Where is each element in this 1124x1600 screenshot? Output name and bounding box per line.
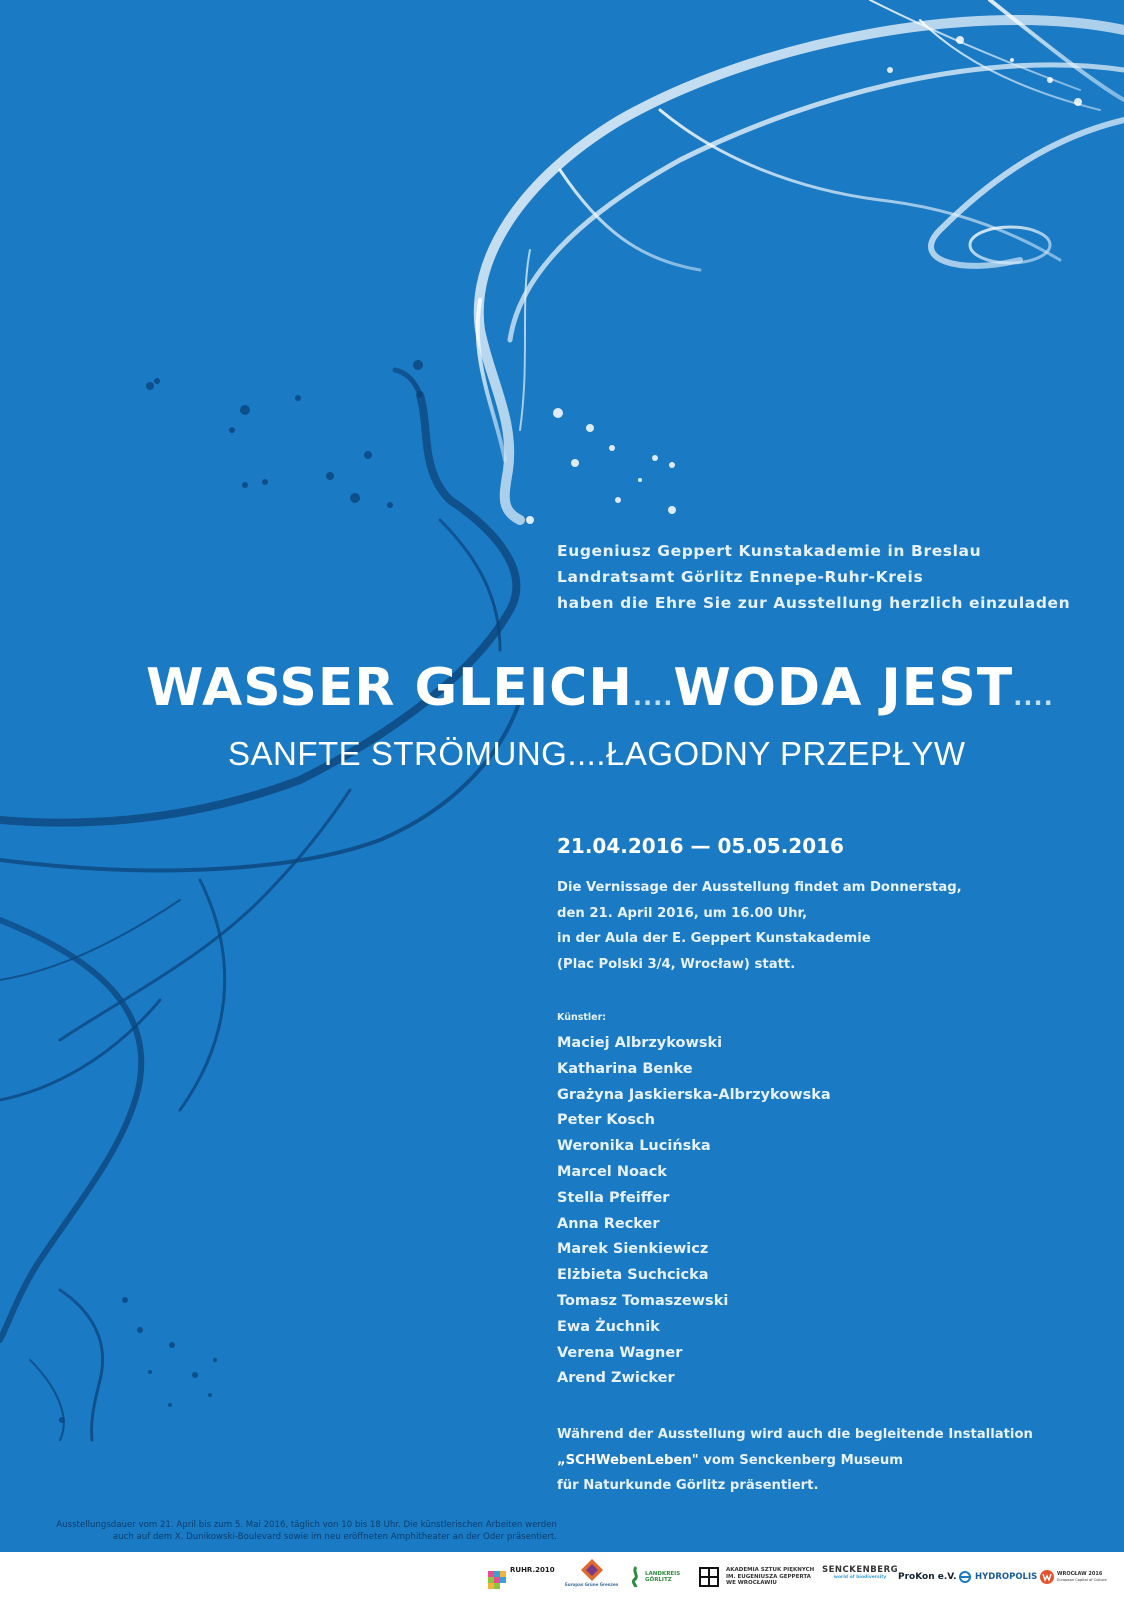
wroclaw-logo-title: WROCŁAW 2016 xyxy=(1057,1570,1103,1577)
logo-prokon xyxy=(898,1566,957,1588)
logo-europa xyxy=(565,1558,618,1598)
wroclaw-logo-icon xyxy=(1040,1570,1054,1584)
wroclaw-logo-text xyxy=(1057,1571,1107,1584)
exhibition-title xyxy=(146,658,1054,727)
logo-landkreis xyxy=(630,1566,681,1588)
duration-line: auch auf dem X. Dunikowski-Boulevard sowie im neu eröffneten Amphitheater an der Oder präsentiert. xyxy=(112,1532,557,1542)
logo-asp xyxy=(698,1566,814,1588)
dark-splash xyxy=(0,370,520,1440)
asp-logo-text xyxy=(726,1567,814,1587)
artist-name: Katharina Benke xyxy=(557,1060,693,1077)
installation-line xyxy=(557,1448,1033,1474)
dark-droplets xyxy=(59,360,423,1423)
artist-name: Marcel Noack xyxy=(557,1163,667,1180)
invitation-line: Landratsamt Görlitz Ennepe-Ruhr-Kreis xyxy=(557,568,924,586)
installation-title: „SCHWebenLeben" xyxy=(557,1452,699,1468)
vernissage-line: den 21. April 2016, um 16.00 Uhr, xyxy=(557,905,808,921)
landkreis-logo-icon xyxy=(630,1566,642,1588)
artist-name: Peter Kosch xyxy=(557,1112,655,1129)
exhibition-dates: 21.04.2016 — 05.05.2016 xyxy=(557,834,844,858)
asp-logo-icon xyxy=(698,1566,720,1588)
logo-wroclaw xyxy=(1040,1566,1107,1588)
artist-name: Grażyna Jaskierska-Albrzykowska xyxy=(557,1086,831,1103)
hydropolis-logo-icon xyxy=(958,1570,972,1584)
exhibition-subtitle: SANFTE STRÖMUNG....ŁAGODNY PRZEPŁYW xyxy=(228,735,966,772)
artist-name: Maciej Albrzykowski xyxy=(557,1035,723,1051)
ruhr-logo-text: RUHR.2010 xyxy=(510,1566,555,1574)
artist-name: Tomasz Tomaszewski xyxy=(557,1292,729,1309)
vernissage-info xyxy=(557,875,962,977)
europa-logo-icon xyxy=(580,1558,604,1582)
installation-line: für Naturkunde Görlitz präsentiert. xyxy=(557,1478,819,1494)
artist-name: Elżbieta Suchcicka xyxy=(557,1267,709,1284)
duration-note xyxy=(56,1519,557,1543)
asp-logo-line: AKADEMIA SZTUK PIĘKNYCH xyxy=(726,1567,815,1574)
artists-list xyxy=(557,1031,831,1392)
invitation-line: Eugeniusz Geppert Kunstakademie in Breslau xyxy=(557,542,982,560)
vernissage-line: (Plac Polski 3/4, Wrocław) statt. xyxy=(557,956,796,972)
prokon-logo-text: ProKon e.V. xyxy=(898,1572,957,1582)
installation-line-rest: vom Senckenberg Museum xyxy=(698,1452,904,1468)
artist-name: Weronika Lucińska xyxy=(557,1138,711,1155)
wroclaw-logo-sub: European Capital of Culture xyxy=(1057,1578,1107,1582)
artists-label: Künstler: xyxy=(557,1012,607,1023)
title-dots: .... xyxy=(632,683,674,711)
hydropolis-logo-text: HYDROPOLIS xyxy=(975,1572,1038,1582)
title-german: WASSER GLEICH xyxy=(146,658,633,718)
artist-name: Verena Wagner xyxy=(557,1344,683,1361)
artist-name: Arend Zwicker xyxy=(557,1370,675,1387)
installation-line: Während der Ausstellung wird auch die begleitende Installation xyxy=(557,1427,1033,1442)
vernissage-line: in der Aula der E. Geppert Kunstakademie xyxy=(557,931,871,947)
asp-logo-line: WE WROCŁAWIU xyxy=(726,1580,777,1587)
senckenberg-logo-text: SENCKENBERG xyxy=(822,1565,899,1575)
senckenberg-logo-sub: world of biodiversity xyxy=(833,1575,887,1580)
logo-hydropolis xyxy=(958,1566,1037,1588)
title-dots: .... xyxy=(1013,683,1054,711)
duration-line: Ausstellungsdauer vom 21. April bis zum 5. Mai 2016, täglich von 10 bis 18 Uhr. Die künstlerischen Arbeiten werden xyxy=(56,1520,557,1530)
artist-name: Stella Pfeiffer xyxy=(557,1189,670,1206)
landkreis-logo-text: LANDKREIS GÖRLITZ xyxy=(645,1570,681,1583)
logo-ruhr xyxy=(488,1566,555,1588)
vernissage-line: Die Vernissage der Ausstellung findet am Donnerstag, xyxy=(557,880,962,895)
artist-name: Anna Recker xyxy=(557,1215,660,1232)
light-splash xyxy=(478,0,1124,520)
installation-info xyxy=(557,1422,1033,1499)
partner-logos-bar xyxy=(0,1552,1124,1600)
artist-name: Ewa Żuchnik xyxy=(557,1318,660,1335)
asp-logo-line: IM. EUGENIUSZA GEPPERTA xyxy=(726,1573,811,1580)
title-polish: WODA JEST xyxy=(673,658,1014,718)
logo-senckenberg xyxy=(822,1565,898,1591)
invitation-text xyxy=(557,538,1070,616)
invitation-line: haben die Ehre Sie zur Ausstellung herzlich einzuladen xyxy=(557,594,1071,612)
artist-name: Marek Sienkiewicz xyxy=(557,1241,709,1258)
europa-logo-text: Europas Grüne Grenzen xyxy=(565,1582,619,1587)
